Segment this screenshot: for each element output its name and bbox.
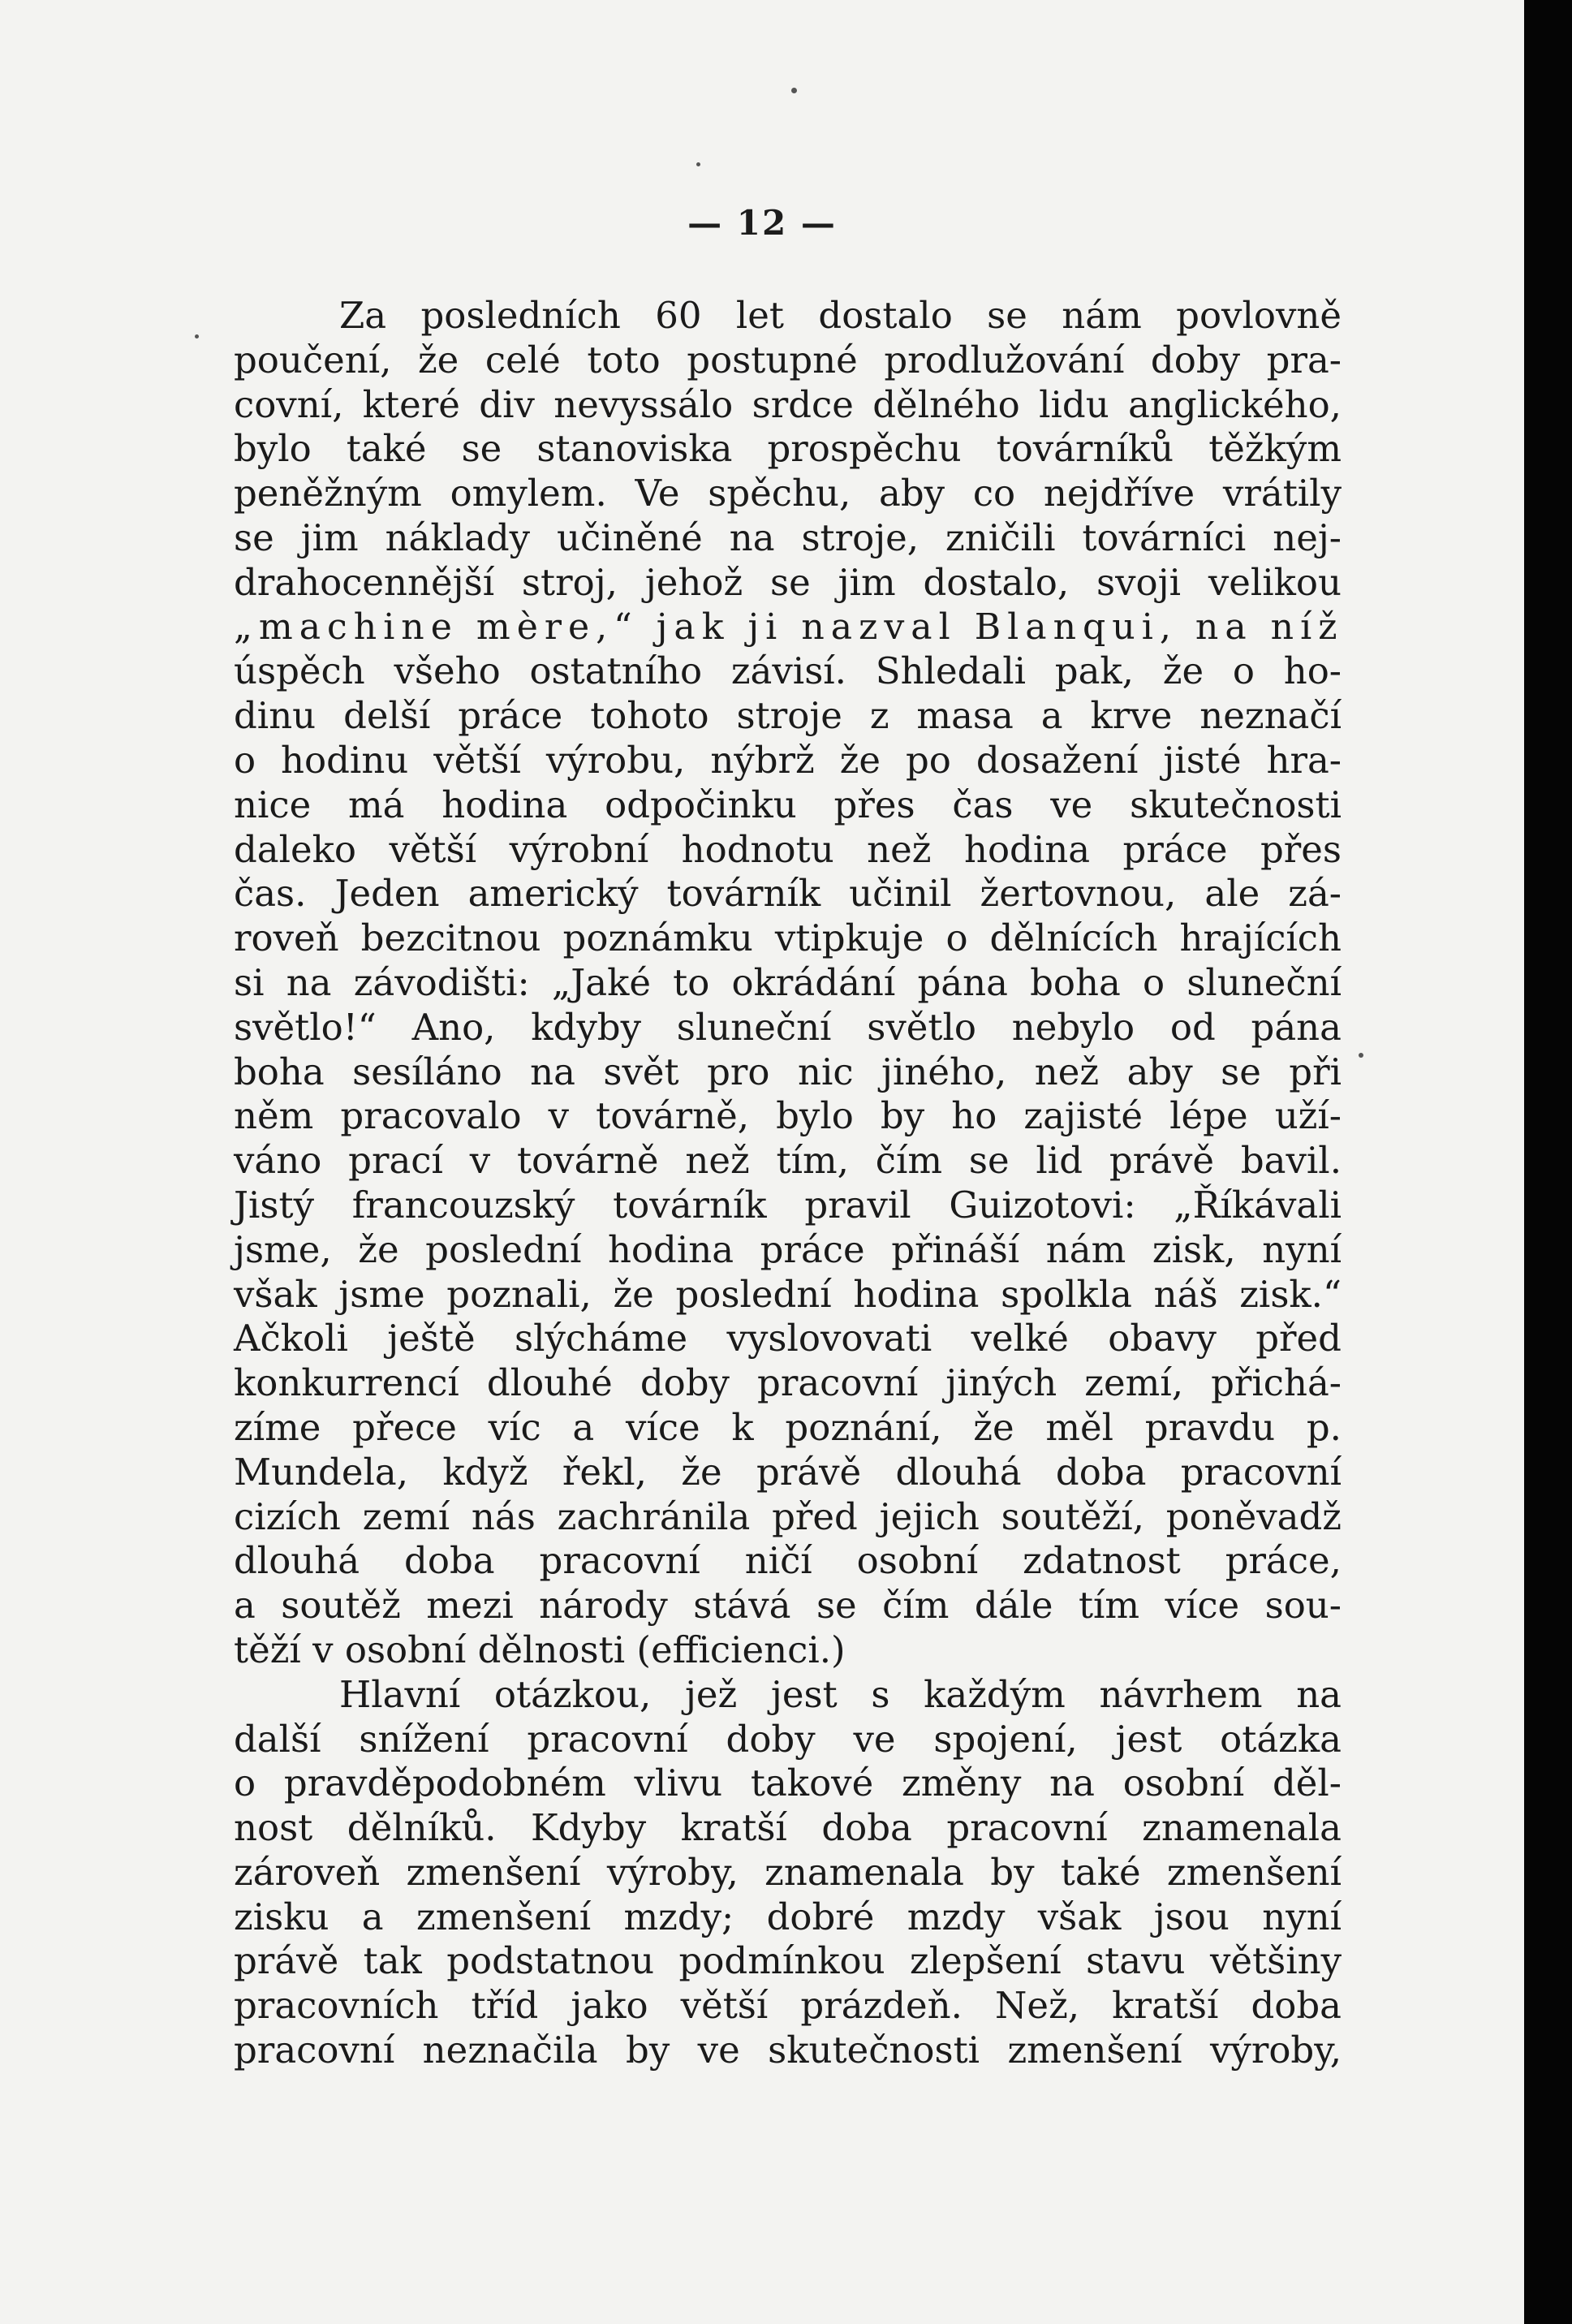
text-line: úspěch všeho ostatního závisí. Shledali pak, že o ho-	[234, 649, 1342, 693]
text-line: poučení, že celé toto postupné prodlužování doby pra-	[234, 338, 1342, 382]
text-line: jsme, že poslední hodina práce přináší nám zisk, nyní	[234, 1227, 1342, 1271]
text-line: bylo také se stanoviska prospěchu továrníků těžkým	[234, 427, 1342, 471]
text-line: si na závodišti: „Jaké to okrádání pána boha o sluneční	[234, 960, 1342, 1004]
text-line: váno prací v továrně než tím, čím se lid právě bavil.	[234, 1139, 1342, 1183]
text-line: pracovních tříd jako větší prázdeň. Než, kratší doba	[234, 1984, 1342, 2028]
text-line: další snížení pracovní doby ve spojení, jest otázka	[234, 1717, 1342, 1761]
text-line: nice má hodina odpočinku přes čas ve skutečnosti	[234, 783, 1342, 826]
scan-speck	[195, 334, 199, 338]
text-line: cizích zemí nás zachránila před jejich soutěží, poněvadž	[234, 1494, 1342, 1538]
text-line: Za posledních 60 let dostalo se nám povlovně	[339, 294, 1342, 337]
text-line: o pravděpodobném vlivu takové změny na osobní děl-	[234, 1761, 1342, 1805]
text-line: čas. Jeden americký továrník učinil žertovnou, ale zá-	[234, 872, 1342, 916]
text-line: světlo!“ Ano, kdyby sluneční světlo nebylo od pána	[234, 1005, 1342, 1049]
text-line: dinu delší práce tohoto stroje z masa a krve neznačí	[234, 694, 1342, 738]
text-line: Mundela, když řekl, že právě dlouhá doba pracovní	[234, 1450, 1342, 1494]
scan-speck	[696, 162, 700, 166]
text-line: drahocennější stroj, jehož se jim dostalo, svoji velikou	[234, 560, 1342, 604]
text-line: Jistý francouzský továrník pravil Guizotovi: „Říkávali	[234, 1183, 1342, 1227]
text-line: roveň bezcitnou poznámku vtipkuje o dělnících hrajících	[234, 916, 1342, 960]
body-text	[234, 294, 1342, 2073]
text-line: dlouhá doba pracovní ničí osobní zdatnost práce,	[234, 1539, 1342, 1583]
text-line: zíme přece víc a více k poznání, že měl pravdu p.	[234, 1405, 1342, 1449]
text-line: nost dělníků. Kdyby kratší doba pracovní znamenala	[234, 1806, 1342, 1850]
scan-border	[1524, 0, 1572, 2324]
text-line: právě tak podstatnou podmínkou zlepšení stavu většiny	[234, 1939, 1342, 1983]
text-line: však jsme poznali, že poslední hodina spolkla náš zisk.“	[234, 1272, 1342, 1316]
scan-speck	[1359, 1053, 1363, 1058]
page-number: — 12 —	[687, 203, 837, 243]
text-line: a soutěž mezi národy stává se čím dále tím více sou-	[234, 1584, 1342, 1628]
text-line: peněžným omylem. Ve spěchu, aby co nejdříve vrátily	[234, 472, 1342, 515]
text-line: Hlavní otázkou, jež jest s každým návrhem na	[339, 1672, 1342, 1716]
text-line: o hodinu větší výrobu, nýbrž že po dosažení jisté hra-	[234, 738, 1342, 782]
text-line: pracovní neznačila by ve skutečnosti zmenšení výroby,	[234, 2029, 1342, 2072]
text-line: zároveň zmenšení výroby, znamenala by také zmenšení	[234, 1850, 1342, 1894]
text-line: něm pracovalo v továrně, bylo by ho zajisté lépe uží-	[234, 1094, 1342, 1138]
text-line: konkurrencí dlouhé doby pracovní jiných zemí, přichá-	[234, 1361, 1342, 1405]
text-line: covní, které div nevyssálo srdce dělného lidu anglického,	[234, 382, 1342, 426]
text-line: Ačkoli ještě slýcháme vyslovovati velké obavy před	[234, 1317, 1342, 1360]
text-line: těží v osobní dělnosti (efficienci.)	[234, 1628, 846, 1671]
text-line: se jim náklady učiněné na stroje, zničili továrníci nej-	[234, 515, 1342, 559]
text-line: zisku a zmenšení mzdy; dobré mzdy však jsou nyní	[234, 1895, 1342, 1938]
text-line: daleko větší výrobní hodnotu než hodina práce přes	[234, 827, 1342, 871]
scan-speck	[791, 88, 797, 93]
text-line: „machine mère,“ jak ji nazval Blanqui, na níž	[234, 606, 1344, 648]
text-line: boha sesíláno na svět pro nic jiného, než aby se při	[234, 1050, 1342, 1093]
